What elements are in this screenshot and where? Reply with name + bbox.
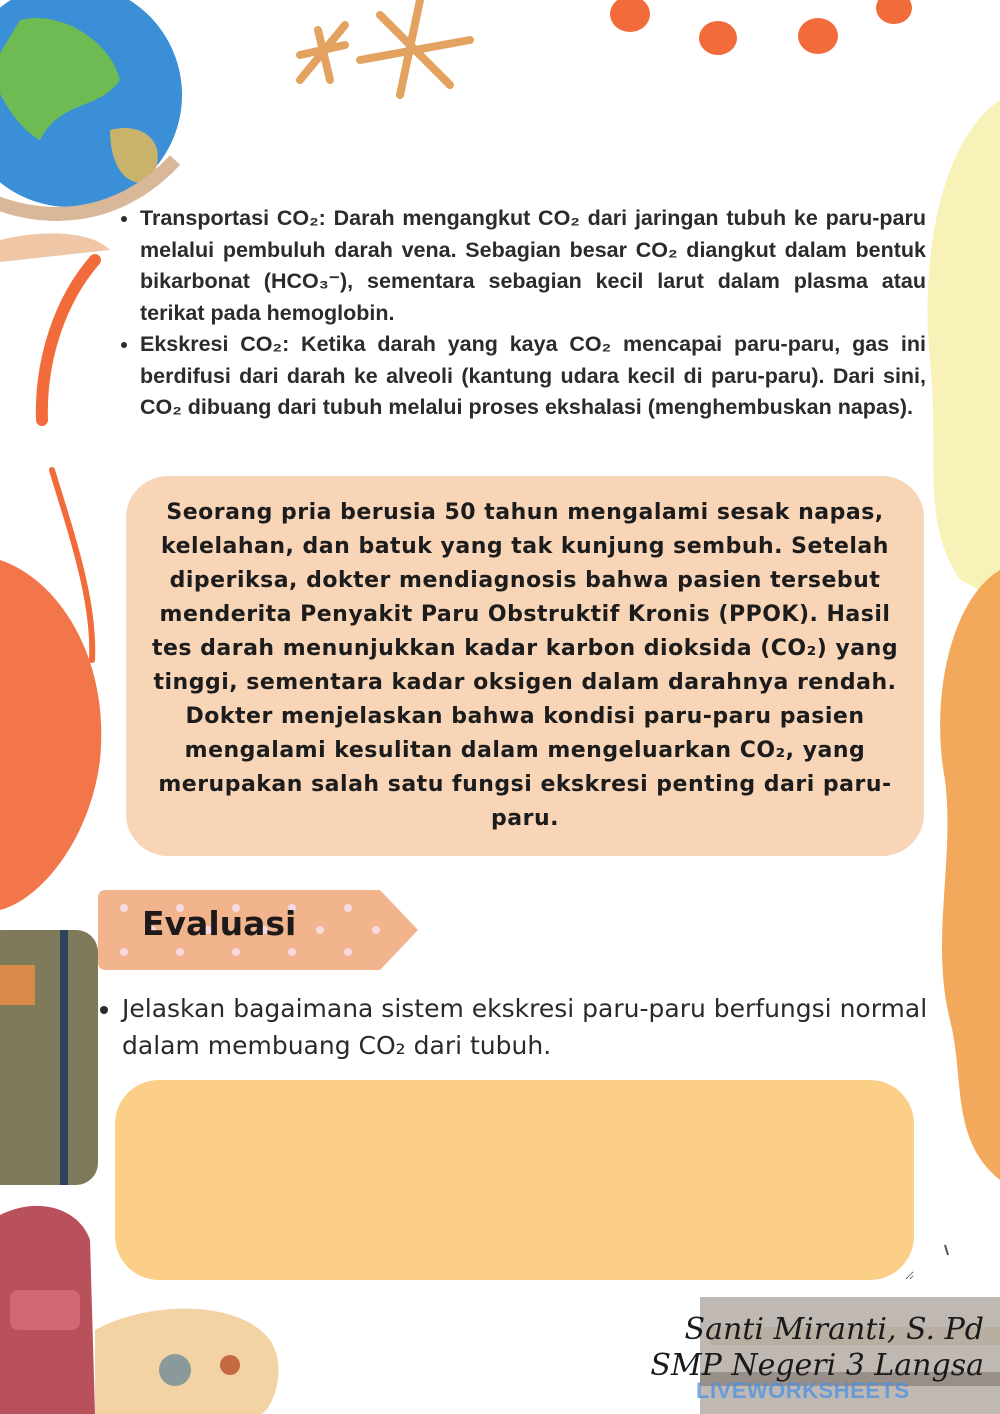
- bullet-excretion: • Ekskresi CO₂: Ketika darah yang kaya CO₂ mencapai paru-paru, gas ini berdifusi dari darah ke alveoli (kantung udara kecil di paru-paru). Dari sini, CO₂ dibuang dari tubuh melalui proses ekshalasi (menghembuskan napas).: [140, 329, 926, 424]
- bullet-transport: • Transportasi CO₂: Darah mengangkut CO₂ dari jaringan tubuh ke paru-paru melalui pembuluh darah vena. Sebagian besar CO₂ diangkut dalam bentuk bikarbonat (HCO₃⁻), sementara sebagian kecil larut dalam plasma atau terikat pada hemoglobin.: [140, 203, 926, 329]
- evaluation-question-list: [96, 990, 962, 1064]
- orange-watercolor: [940, 570, 1000, 1180]
- evaluation-title: Evaluasi: [142, 904, 297, 943]
- orange-brush-stroke: [42, 260, 95, 420]
- author-name: Santi Miranti, S. Pd: [684, 1312, 984, 1347]
- case-study-text: Seorang pria berusia 50 tahun mengalami sesak napas, kelelahan, dan batuk yang tak kunjung sembuh. Setelah diperiksa, dokter mendiagnosis bahwa pasien tersebut menderita Penyakit Paru Obstruktif Kronis (PPOK). Hasil tes darah menunjukkan kadar karbon dioksida (CO₂) yang tinggi, sementara kadar oksigen dalam darahnya rendah. Dokter menjelaskan bahwa kondisi paru-paru pasien mengalami kesulitan dalam mengeluarkan CO₂, yang merupakan salah satu fungsi ekskresi penting dari paru-paru.: [151, 500, 899, 831]
- palette-icon: [95, 1309, 279, 1414]
- backpack-icon: [0, 1206, 95, 1414]
- orange-blob: [0, 560, 101, 910]
- answer-input[interactable]: [115, 1080, 914, 1280]
- starburst-icon: [300, 0, 470, 95]
- yellow-watercolor: [928, 100, 1000, 600]
- school-name: SMP Negeri 3 Langsa: [650, 1348, 984, 1383]
- info-bullet-list: [113, 203, 926, 424]
- case-study-box: [126, 476, 924, 856]
- liveworksheets-watermark: LIVEWORKSHEETS: [696, 1378, 910, 1403]
- notebook-icon: [0, 930, 98, 1185]
- orange-dots: [610, 0, 912, 55]
- evaluation-question: • Jelaskan bagaimana sistem ekskresi paru-paru berfungsi normal dalam membuang CO₂ dari tubuh.: [122, 990, 962, 1064]
